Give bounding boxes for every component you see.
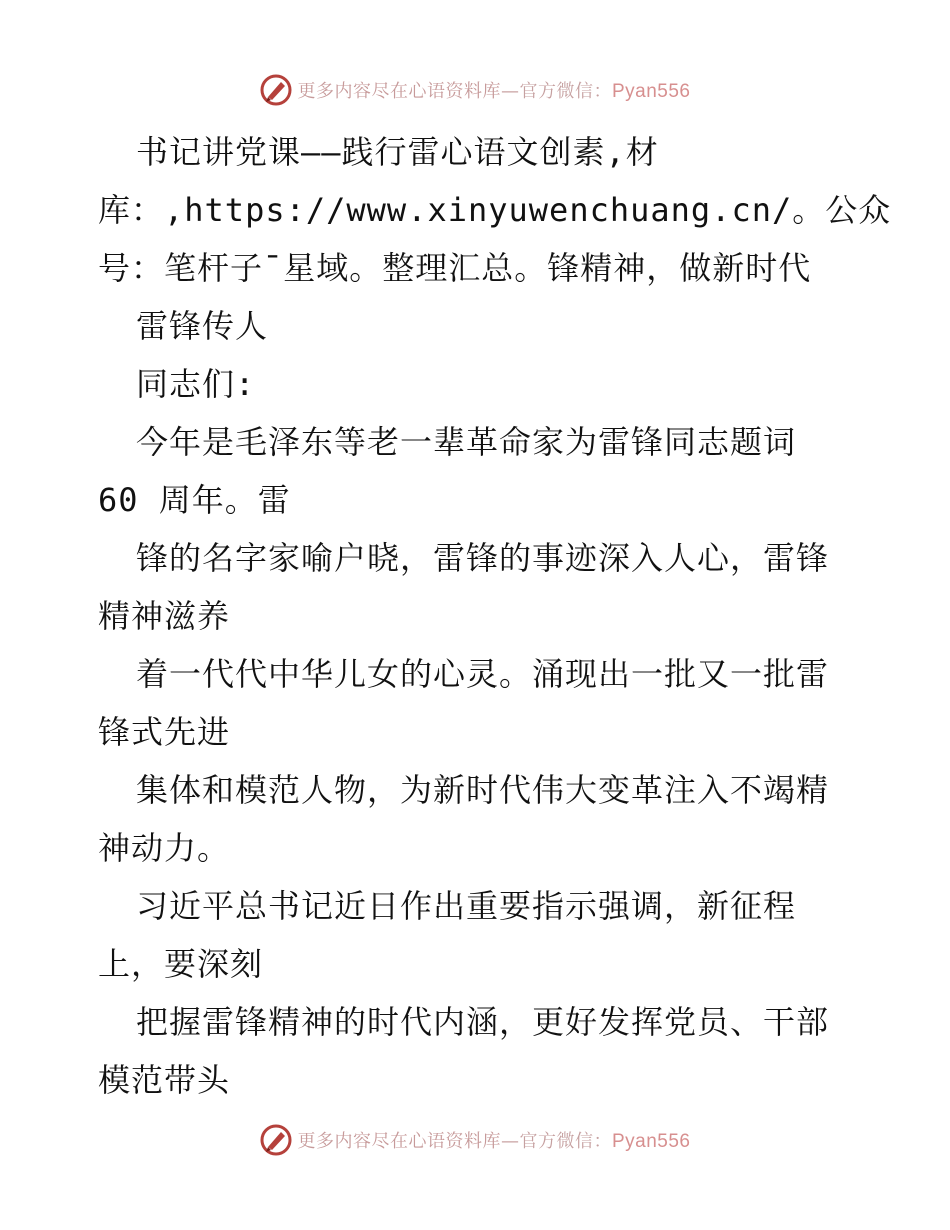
pen-logo-icon — [259, 1123, 293, 1157]
text-line: 今年是毛泽东等老一辈革命家为雷锋同志题词 — [136, 423, 797, 461]
text-line: 库：,https://www.xinyuwenchuang.cn/。公众 — [98, 191, 892, 229]
footer-watermark-banner — [0, 1120, 950, 1160]
document-body — [98, 123, 898, 1109]
watermark-dash: — — [500, 81, 520, 102]
text-line: 60 周年。雷 — [98, 481, 291, 519]
watermark-wechat-id: Pyan556 — [611, 81, 691, 102]
text-line: 锋式先进 — [98, 713, 231, 751]
text-line: 号：笔杆子¯星域。整理汇总。锋精神，做新时代 — [98, 249, 812, 287]
header-watermark-banner — [0, 70, 950, 110]
text-line: 神动力。 — [98, 829, 231, 867]
watermark-main: 更多内容尽在心语资料库 — [297, 1131, 501, 1152]
watermark-wechat-label: 官方微信： — [519, 81, 612, 102]
text-line: 着一代代中华儿女的心灵。涌现出一批又一批雷 — [136, 655, 830, 693]
text-line: 书记讲党课——践行雷心语文创素,材 — [136, 133, 659, 171]
watermark-text — [297, 77, 690, 103]
text-line: 同志们: — [136, 365, 256, 403]
watermark-wechat-id: Pyan556 — [611, 1131, 691, 1152]
pen-logo-icon — [259, 73, 293, 107]
text-line: 锋的名字家喻户晓，雷锋的事迹深入人心，雷锋 — [136, 539, 830, 577]
text-line: 习近平总书记近日作出重要指示强调，新征程 — [136, 887, 797, 925]
watermark-text — [297, 1127, 690, 1153]
text-line: 上，要深刻 — [98, 945, 264, 983]
watermark-wechat-label: 官方微信： — [519, 1131, 612, 1152]
watermark-dash: — — [500, 1131, 520, 1152]
text-line: 精神滋养 — [98, 597, 231, 635]
text-line: 集体和模范人物，为新时代伟大变革注入不竭精 — [136, 771, 830, 809]
watermark-main: 更多内容尽在心语资料库 — [297, 81, 501, 102]
text-line: 雷锋传人 — [136, 307, 269, 345]
text-line: 把握雷锋精神的时代内涵，更好发挥党员、干部 — [136, 1003, 830, 1041]
text-line: 模范带头 — [98, 1061, 231, 1099]
